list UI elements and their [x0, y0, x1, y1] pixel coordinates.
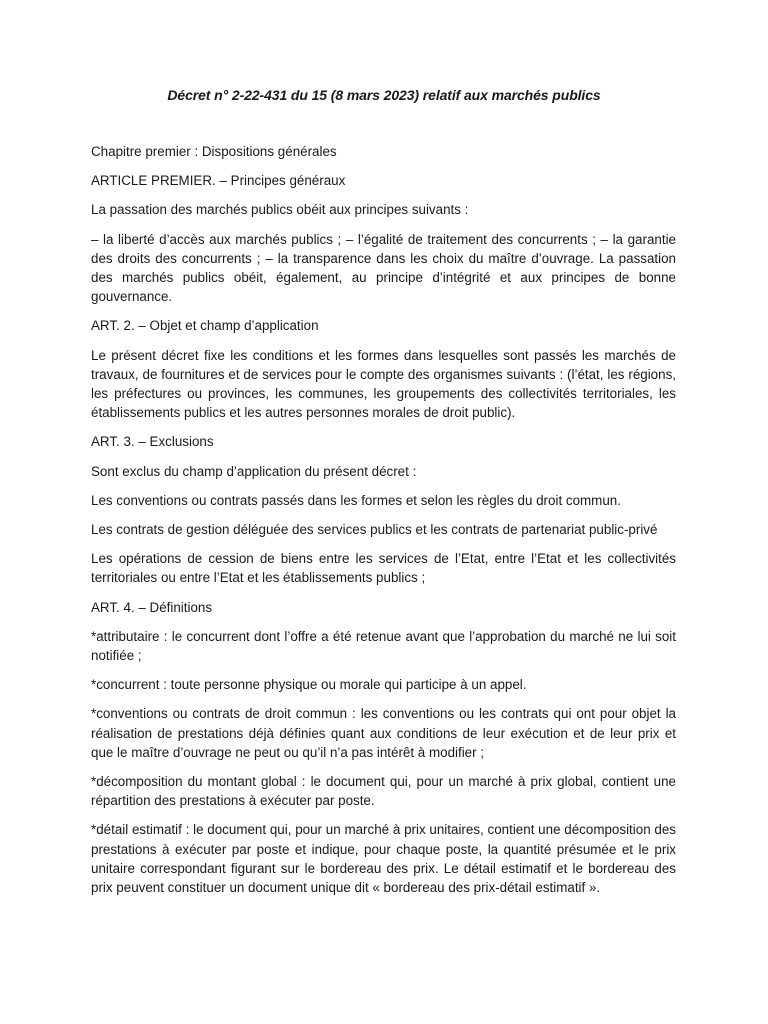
definition-decomposition: *décomposition du montant global : le document qui, pour un marché à prix global, contient une répartition des prestations à exécuter par poste. — [91, 774, 676, 809]
article-1-heading: ARTICLE PREMIER. – Principes généraux — [91, 173, 346, 189]
article-3-heading: ART. 3. – Exclusions — [91, 434, 214, 450]
article-3-exclusion-3: Les opérations de cession de biens entre les services de l’Etat, entre l’Etat et les collectivités territoriales ou entre l’Etat et les établissements publics ; — [91, 551, 676, 586]
document-body — [91, 142, 676, 907]
article-3-intro: Sont exclus du champ d’application du présent décret : — [91, 463, 417, 479]
article-1-intro: La passation des marchés publics obéit aux principes suivants : — [91, 202, 469, 218]
article-2-heading: ART. 2. – Objet et champ d’application — [91, 318, 319, 334]
article-3-exclusion-1: Les conventions ou contrats passés dans les formes et selon les règles du droit commun. — [91, 492, 621, 508]
definition-conventions: *conventions ou contrats de droit commun : les conventions ou les contrats qui ont pour objet la réalisation de prestations déjà définies quant aux conditions de leur exécution et de leur prix et que le maître d’ouvrage ne peut ou qu’il n’a pas intérêt à modifier ; — [91, 706, 676, 760]
article-2-text: Le présent décret fixe les conditions et les formes dans lesquelles sont passés les marchés de travaux, de fournitures et de services pour le compte des organismes suivants : (l’état, les régions, les préfectures ou provinces, les communes, les groupements des collectivités territoriales, les établissements publics et les autres personnes morales de droit public). — [91, 347, 676, 421]
definition-concurrent: *concurrent : toute personne physique ou morale qui participe à un appel. — [91, 677, 527, 693]
article-1-principles: – la liberté d’accès aux marchés publics ; – l’égalité de traitement des concurrents ; – la garantie des droits des concurrents ; – la transparence dans les choix du maître d’ouvrage. La passation des marchés publics obéit, également, au principe d’intégrité et aux principes de bonne gouvernance. — [91, 231, 676, 305]
article-3-exclusion-2: Les contrats de gestion déléguée des services publics et les contrats de partenariat public-privé — [91, 522, 658, 538]
article-4-heading: ART. 4. – Définitions — [91, 599, 213, 615]
definition-detail-estimatif: *détail estimatif : le document qui, pour un marché à prix unitaires, contient une décomposition des prestations à exécuter par poste et indique, pour chaque poste, la quantité présumée et le prix unitaire correspondant figurant sur le bordereau des prix. Le détail estimatif et le bordereau des prix peuvent constituer un document unique dit « bordereau des prix-détail estimatif ». — [91, 822, 676, 896]
document-title: Décret n° 2-22-431 du 15 (8 mars 2023) relatif aux marchés publics — [167, 87, 601, 103]
chapter-heading: Chapitre premier : Dispositions générales — [91, 144, 337, 159]
definition-attributaire: *attributaire : le concurrent dont l’offre a été retenue avant que l’approbation du marché ne lui soit notifiée ; — [91, 628, 676, 664]
